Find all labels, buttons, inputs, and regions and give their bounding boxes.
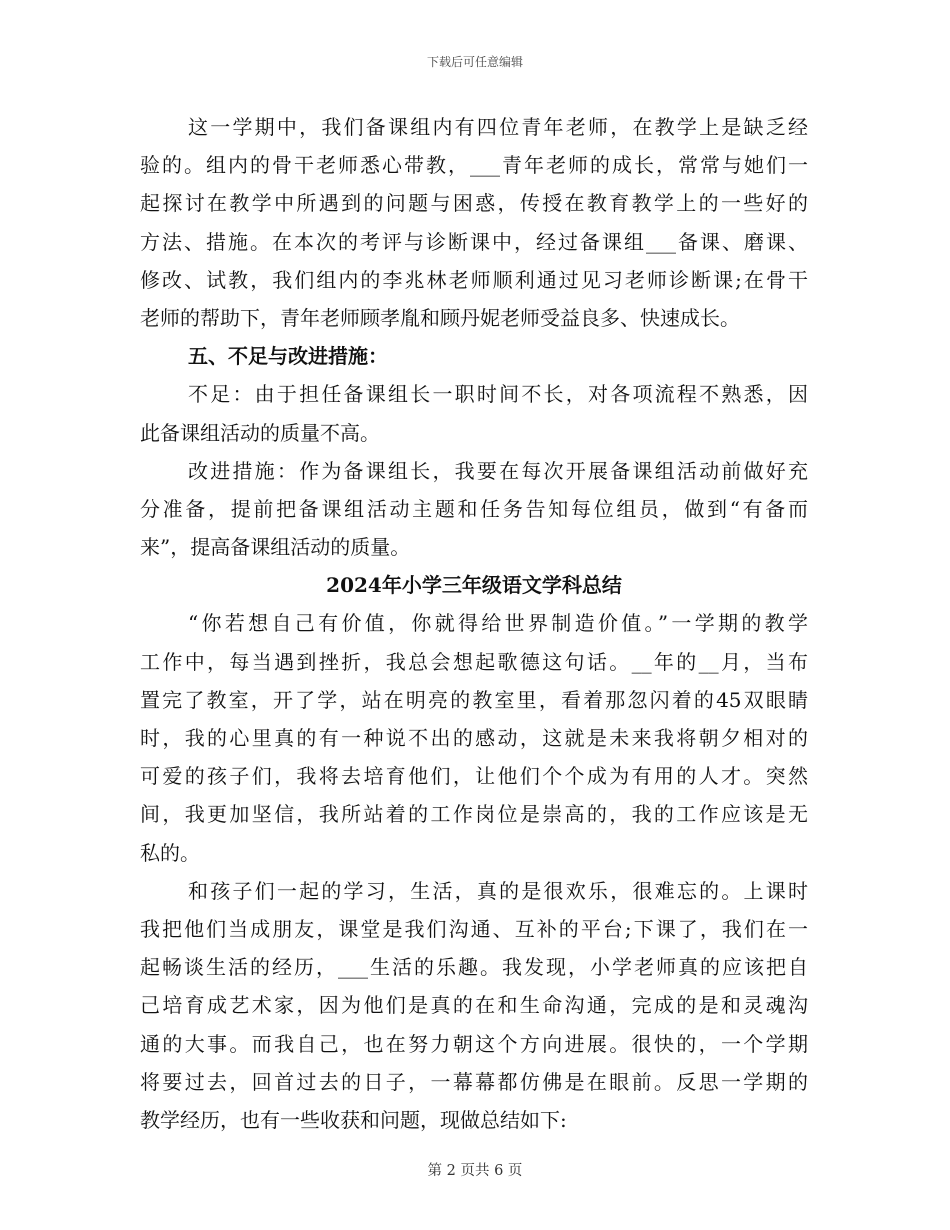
paragraph-line: “你若想自己有价值，你就得给世界制造价值。”一学期的教学 [188,611,808,636]
paragraph-line: 教学经历，也有一些收获和问题，现做总结如下: [140,1107,567,1132]
paragraph-line: 可爱的孩子们，我将去培育他们，让他们个个成为有用的人才。突然 [140,764,808,789]
paragraph-line: 时，我的心里真的有一种说不出的感动，这就是未来我将朝夕相对的 [140,726,808,750]
paragraph-line: 这一学期中，我们备课组内有四位青年老师，在教学上是缺乏经 [188,115,808,139]
paragraph-line: 置完了教室，开了学，站在明亮的教室里，看着那忽闪着的45双眼睛 [140,687,808,712]
paragraph-line: 己培育成艺术家，因为他们是真的在和生命沟通，完成的是和灵魂沟 [140,993,808,1018]
paragraph-line: 分准备，提前把备课组活动主题和任务告知每位组员，做到“有备而 [140,496,808,521]
page-footer: 第 2 页共 6 页 [427,1163,523,1179]
paragraph-line: 我把他们当成朋友，课堂是我们沟通、互补的平台;下课了，我们在一 [140,916,808,941]
document-title: 2024年小学三年级语文学科总结 [326,573,622,598]
document-body [140,108,808,1139]
section-heading: 五、不足与改进措施： [188,344,388,369]
paragraph-line: 起探讨在教学中所遇到的问题与困惑，传授在教育教学上的一些好的 [140,191,808,216]
paragraph-line: 将要过去，回首过去的日子，一幕幕都仿佛是在眼前。反思一学期的 [140,1069,808,1094]
paragraph-line: 修改、试教，我们组内的李兆林老师顺利通过见习老师诊断课;在骨干 [140,267,808,292]
paragraph-line: 间，我更加坚信，我所站着的工作岗位是崇高的，我的工作应该是无 [140,802,808,827]
paragraph-line: 通的大事。而我自己，也在努力朝这个方向进展。很快的，一个学期 [140,1031,808,1056]
paragraph-line: 老师的帮助下，青年老师顾孝胤和顾丹妮老师受益良多、快速成长。 [140,305,740,330]
paragraph-line: 来”，提高备课组活动的质量。 [140,535,411,560]
paragraph-line: 方法、措施。在本次的考评与诊断课中，经过备课组___备课、磨课、 [140,229,808,254]
paragraph-line: 此备课组活动的质量不高。 [140,420,380,445]
paragraph-line: 改进措施：作为备课组长，我要在每次开展备课组活动前做好充 [188,458,808,483]
paragraph-line: 和孩子们一起的学习，生活，真的是很欢乐，很难忘的。上课时 [188,878,808,903]
paragraph-line: 起畅谈生活的经历，___生活的乐趣。我发现，小学老师真的应该把自 [140,955,808,980]
paragraph-line: 工作中，每当遇到挫折，我总会想起歌德这句话。__年的__月，当布 [140,649,808,674]
paragraph-line: 私的。 [140,840,200,865]
paragraph-line: 验的。组内的骨干老师悉心带教，___青年老师的成长，常常与她们一 [140,153,808,178]
paragraph-line: 不足：由于担任备课组长一职时间不长，对各项流程不熟悉，因 [188,382,808,407]
page-header: 下载后可任意编辑 [426,55,523,69]
